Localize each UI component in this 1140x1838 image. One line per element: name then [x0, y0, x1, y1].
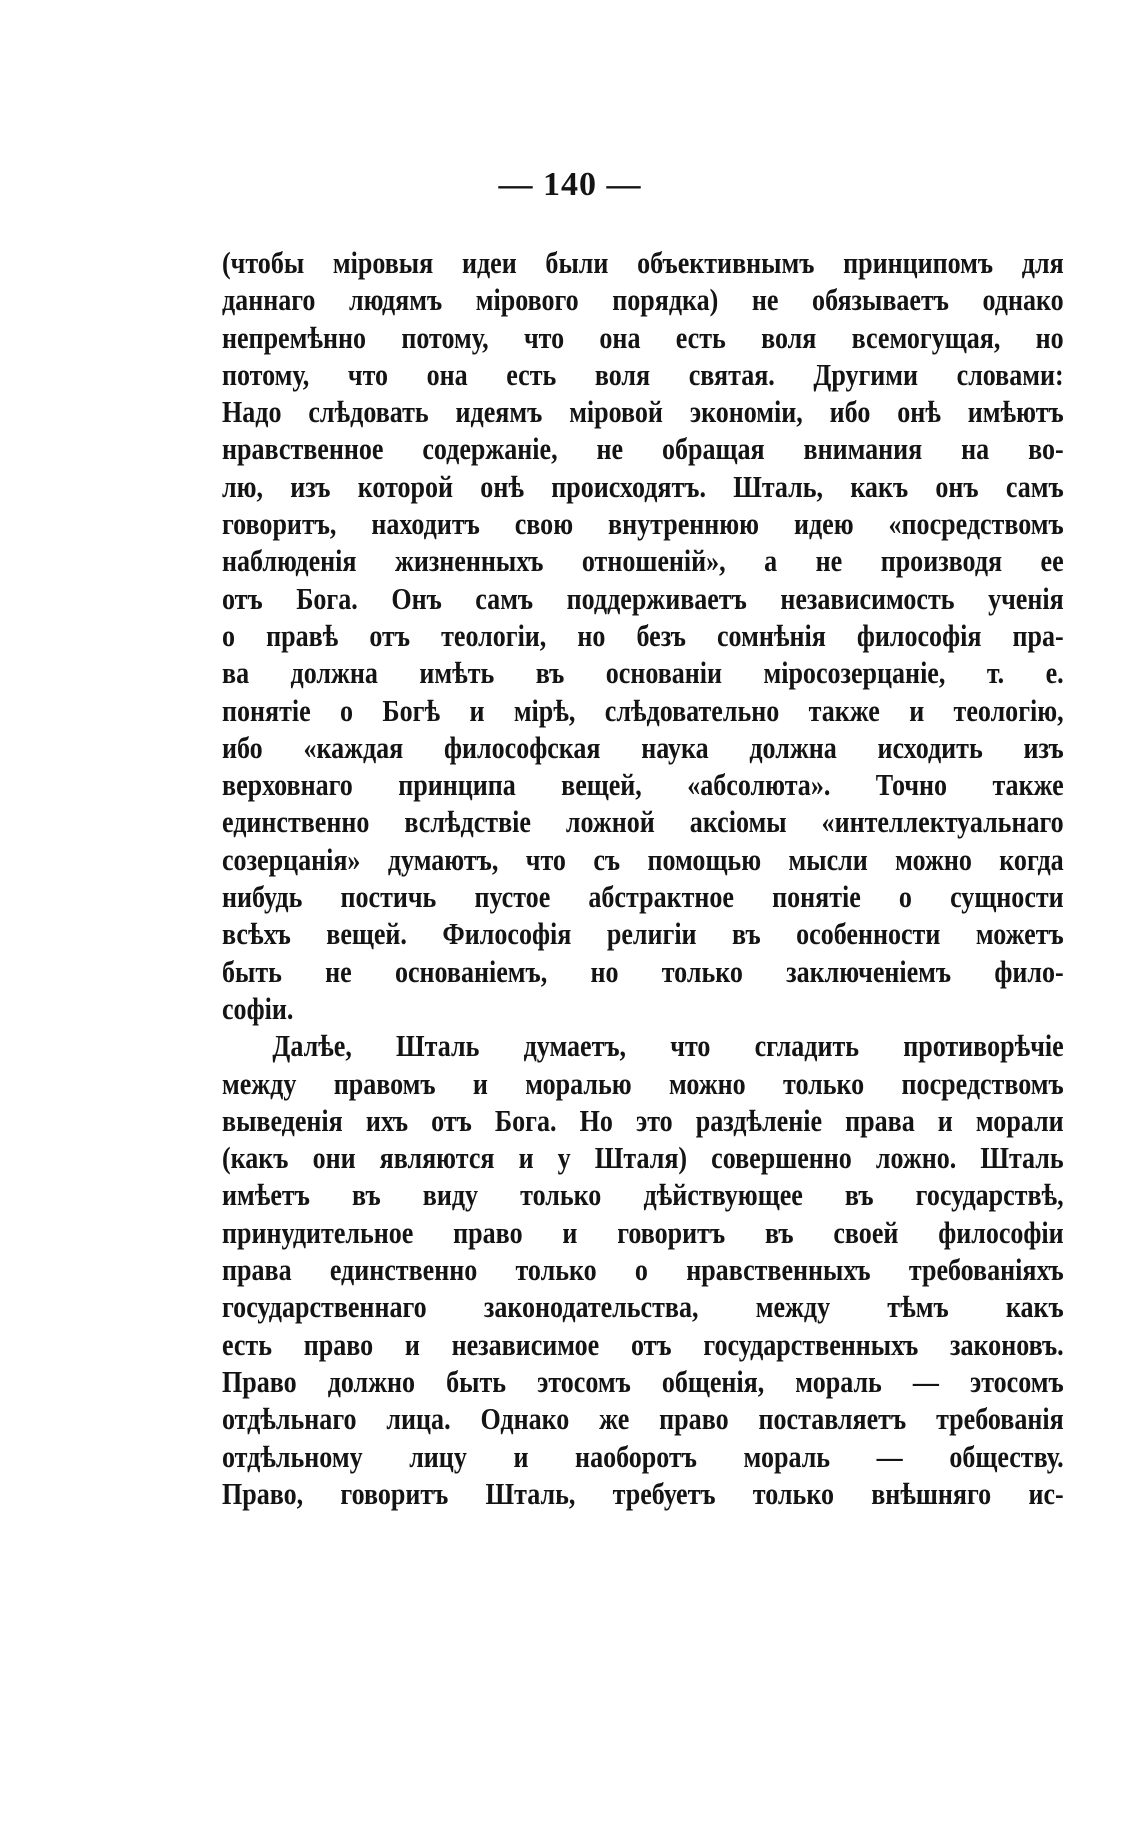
- text-line: говоритъ, находитъ свою внутреннюю идею «посредствомъ: [222, 506, 1064, 542]
- text-line: Далѣе, Шталь думаетъ, что сгладить противорѣчіе: [272, 1028, 1064, 1064]
- text-line: (чтобы міровыя идеи были объективнымъ принципомъ для: [222, 245, 1064, 280]
- text-line: имѣетъ въ виду только дѣйствующее въ государствѣ,: [222, 1177, 1064, 1213]
- text-line: принудительное право и говоритъ въ своей философіи: [222, 1214, 1064, 1250]
- page-number: — 140 —: [498, 166, 642, 203]
- text-line: единственно вслѣдствіе ложной аксіомы «интеллектуальнаго: [222, 804, 1064, 840]
- text-line: отдѣльному лицу и наоборотъ мораль — обществу.: [222, 1438, 1064, 1474]
- text-line: понятіе о Богѣ и мірѣ, слѣдовательно также и теологію,: [222, 692, 1064, 728]
- text-line: созерцанія» думаютъ, что съ помощью мысли можно когда: [222, 841, 1064, 877]
- text-line: лю, изъ которой онѣ происходятъ. Шталь, какъ онъ самъ: [222, 468, 1064, 504]
- text-line: софіи.: [222, 990, 294, 1026]
- text-line: (какъ они являются и у Шталя) совершенно ложно. Шталь: [222, 1140, 1064, 1176]
- text-line: отъ Бога. Онъ самъ поддерживаетъ независимость ученія: [222, 580, 1064, 616]
- text-line: непремѣнно потому, что она есть воля всемогущая, но: [222, 319, 1064, 355]
- text-line: верховнаго принципа вещей, «абсолюта». Точно также: [222, 767, 1064, 803]
- text-line: ибо «каждая философская наука должна исходить изъ: [222, 729, 1064, 765]
- text-line: наблюденія жизненныхъ отношеній», а не производя ее: [222, 543, 1064, 579]
- text-line: Право должно быть этосомъ общенія, мораль — этосомъ: [222, 1363, 1064, 1399]
- text-line: быть не основаніемъ, но только заключеніемъ фило-: [222, 953, 1064, 989]
- text-line: потому, что она есть воля святая. Другими словами:: [222, 356, 1064, 392]
- body-text: [222, 244, 1064, 1512]
- text-line: нибудь постичь пустое абстрактное понятіе о сущности: [222, 879, 1064, 915]
- text-line: отдѣльнаго лица. Однако же право поставляетъ требованія: [222, 1401, 1064, 1437]
- text-line: даннаго людямъ мірового порядка) не обязываетъ однако: [222, 282, 1064, 318]
- text-line: государственнаго законодательства, между тѣмъ какъ: [222, 1289, 1064, 1325]
- text-line: ва должна имѣть въ основаніи міросозерцаніе, т. е.: [222, 655, 1064, 691]
- text-line: Право, говоритъ Шталь, требуетъ только внѣшняго ис-: [222, 1475, 1064, 1511]
- text-line: о правѣ отъ теологіи, но безъ сомнѣнія философія пра-: [222, 617, 1064, 653]
- text-line: между правомъ и моралью можно только посредствомъ: [222, 1065, 1064, 1101]
- text-line: Надо слѣдовать идеямъ міровой экономіи, ибо онѣ имѣютъ: [222, 394, 1064, 430]
- text-line: нравственное содержаніе, не обращая внимания на во-: [222, 431, 1064, 467]
- text-line: всѣхъ вещей. Философія религіи въ особенности можетъ: [222, 916, 1064, 952]
- text-line: выведенія ихъ отъ Бога. Но это раздѣленіе права и морали: [222, 1102, 1064, 1138]
- text-line: есть право и независимое отъ государственныхъ законовъ.: [222, 1326, 1064, 1362]
- text-line: права единственно только о нравственныхъ требованіяхъ: [222, 1252, 1064, 1288]
